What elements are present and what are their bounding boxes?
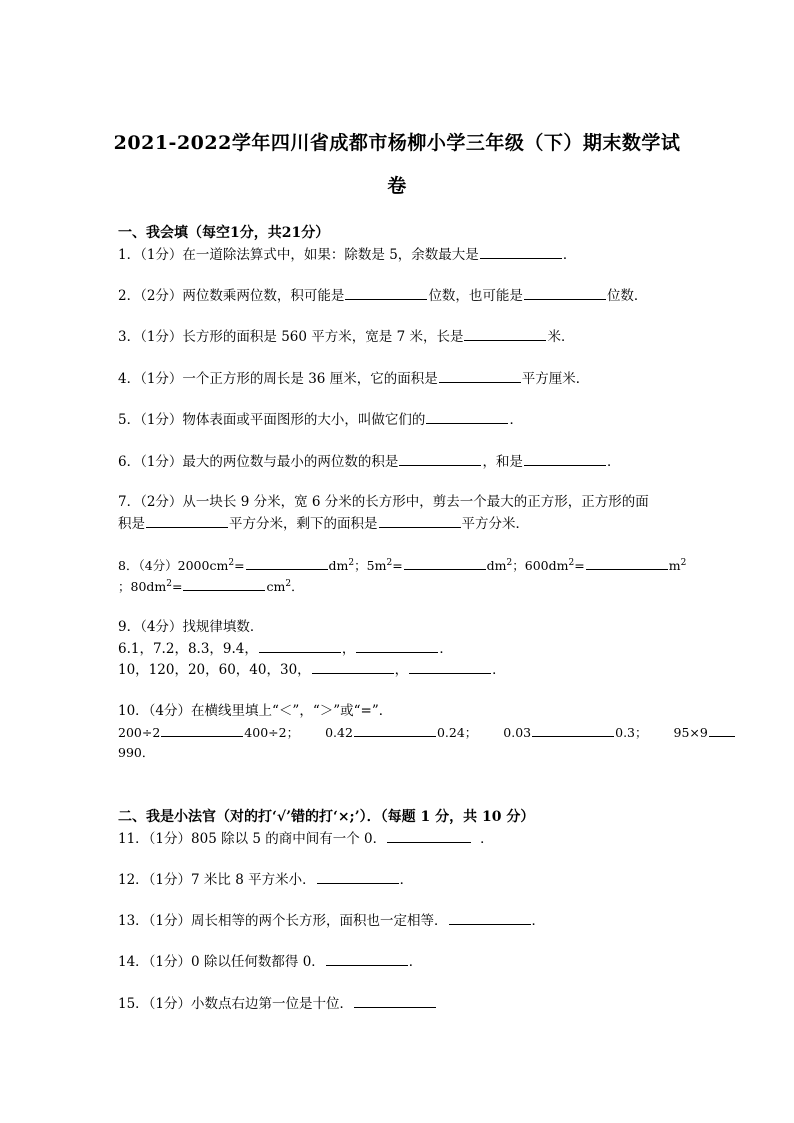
answer-blank[interactable] (379, 514, 461, 528)
section1-heading: 一、我会填（每空1分，共21分） (118, 225, 330, 241)
answer-blank[interactable] (246, 556, 328, 570)
question-2: 2．（2分）两位数乘两位数，积可能是 位数，也可能是 位数． (118, 288, 648, 304)
question-7-line1: 7．（2分）从一块长 9 分米，宽 6 分米的长方形中，剪去一个最大的正方形，正方形的面 (118, 494, 649, 510)
answer-blank[interactable] (409, 660, 491, 674)
question-12: 12．（1分）7 米比 8 平方米小． ． (118, 872, 414, 888)
question-11: 11．（1分）805 除以 5 的商中间有一个 0． ． (118, 831, 494, 847)
question-10-line1: 10．（4分）在横线里填上“＜”，“＞”或“=”． (118, 703, 393, 719)
answer-blank[interactable] (259, 639, 341, 653)
answer-blank[interactable] (586, 556, 668, 570)
answer-blank[interactable] (326, 952, 408, 966)
answer-blank[interactable] (524, 286, 606, 300)
answer-blank[interactable] (532, 723, 614, 737)
question-3: 3．（1分）长方形的面积是 560 平方米，宽是 7 米，长是 米． (118, 329, 575, 345)
question-15: 15．（1分）小数点右边第一位是十位． (118, 994, 437, 1013)
exam-title-line2: 卷 (387, 175, 407, 197)
answer-blank[interactable] (345, 286, 427, 300)
question-9-line2: 6.1，7.2，8.3，9.4， ， ． (118, 641, 453, 657)
answer-blank[interactable] (709, 723, 735, 737)
question-7-line2: 积是 平方分米，剩下的面积是 平方分米． (118, 516, 529, 532)
answer-blank[interactable] (161, 723, 243, 737)
answer-blank[interactable] (399, 452, 481, 466)
question-8-line1: 8．（4分）$2000cm^2= dm^2$；$5m^2= dm^2$；$600dm^2= m^2$ (118, 557, 687, 573)
answer-blank[interactable] (387, 829, 471, 843)
answer-blank[interactable] (464, 327, 546, 341)
answer-blank[interactable] (354, 723, 436, 737)
question-14: 14．（1分）0 除以任何数都得 0． ． (118, 954, 423, 970)
exam-title-line1: 2021-2022学年四川省成都市杨柳小学三年级（下）期末数学试 (113, 132, 681, 154)
question-9-line1: 9．（4分）找规律填数． (118, 619, 264, 635)
answer-blank[interactable] (317, 870, 399, 884)
section2-heading: 二、我是小法官（对的打‘√’错的打‘×;’）．（每题 1 分，共 10 分） (118, 809, 535, 825)
answer-blank[interactable] (146, 514, 228, 528)
question-5: 5．（1分）物体表面或平面图形的大小，叫做它们的 ． (118, 412, 523, 428)
answer-blank[interactable] (439, 369, 521, 383)
answer-blank[interactable] (312, 660, 394, 674)
question-13: 13．（1分）周长相等的两个长方形，面积也一定相等． ． (118, 913, 546, 929)
answer-blank[interactable] (524, 452, 606, 466)
question-8-line2: ；$80dm^2= cm^2$． (118, 578, 304, 594)
answer-blank[interactable] (183, 577, 265, 591)
question-10-line2: 200÷2 400÷2； 0.42 0.24； 0.03 0.3； 95×9 (118, 723, 736, 742)
question-9-line3: 10，120，20，60，40，30， ， ． (118, 662, 506, 678)
answer-blank[interactable] (449, 911, 531, 925)
answer-blank[interactable] (480, 245, 562, 259)
answer-blank[interactable] (354, 994, 436, 1008)
answer-blank[interactable] (426, 410, 508, 424)
answer-blank[interactable] (356, 639, 438, 653)
answer-blank[interactable] (404, 556, 486, 570)
question-10-line3: 990． (118, 745, 155, 760)
question-4: 4．（1分）一个正方形的周长是 36 厘米，它的面积是 平方厘米． (118, 371, 590, 387)
question-1: 1．（1分）在一道除法算式中，如果：除数是 5，余数最大是 ． (118, 247, 577, 263)
question-6: 6．（1分）最大的两位数与最小的两位数的积是 ，和是 ． (118, 454, 621, 470)
